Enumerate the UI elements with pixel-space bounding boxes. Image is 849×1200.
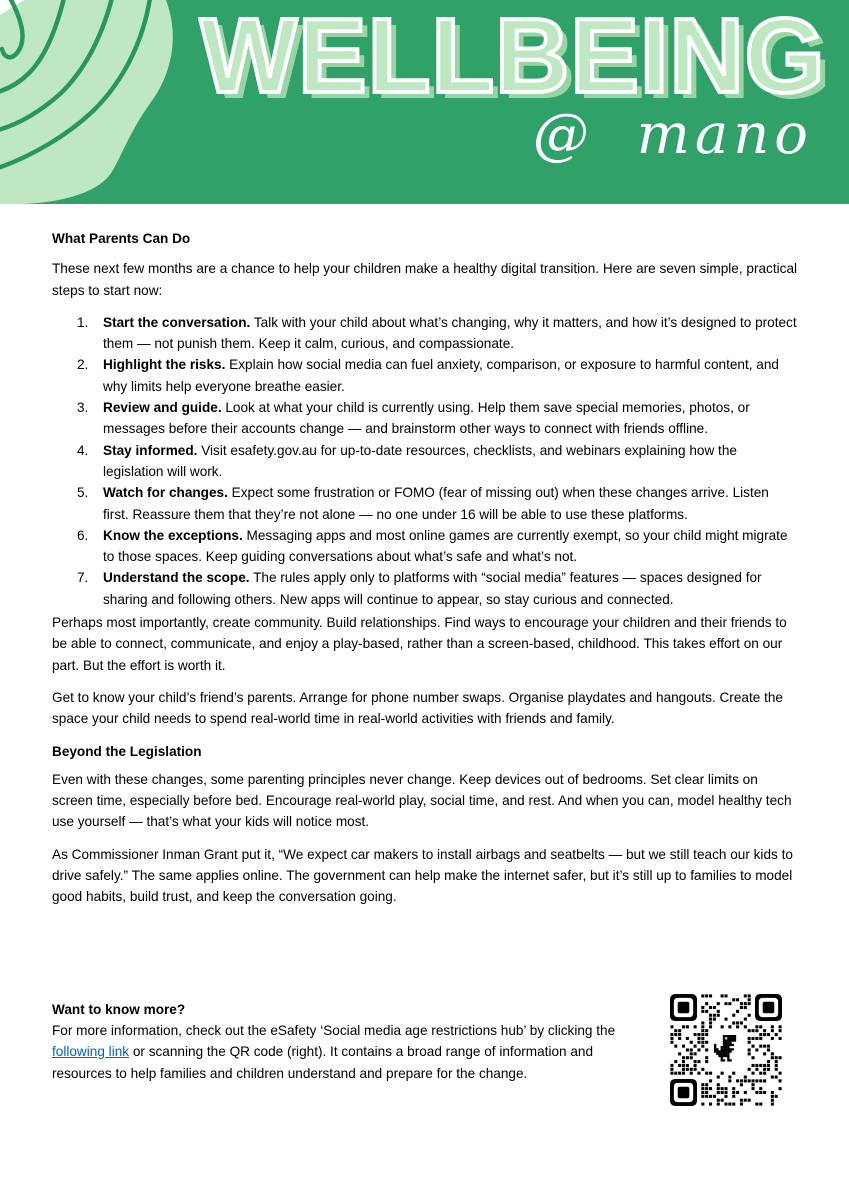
step-lead: Start the conversation.	[103, 314, 251, 330]
wellbeing-wordmark: WELLBEING	[200, 0, 826, 115]
step-lead: Review and guide.	[103, 400, 222, 416]
community-paragraph: Perhaps most importantly, create community. Build relationships. Find ways to encourage your children and their friends to be able to connect, communicate, and enjoy a play-based, rather than a screen-based, childhood. This takes effort on our part. But the effort is worth it.	[52, 615, 787, 673]
list-item-7	[52, 567, 798, 610]
steps-list	[52, 312, 798, 610]
more-info-paragraph	[52, 1020, 652, 1084]
list-item-2	[52, 354, 798, 397]
topographic-blob-graphic	[0, 0, 210, 204]
intro-paragraph: These next few months are a chance to help your children make a healthy digital transition. Here are seven simple, practical steps to start now:	[52, 261, 798, 298]
qr-code	[670, 994, 782, 1106]
more-info-after-link: or scanning the QR code (right). It contains a broad range of information and resources to help families and children understand and prepare for the change.	[52, 1044, 594, 1081]
header-banner	[0, 0, 849, 204]
principles-paragraph: Even with these changes, some parenting principles never change. Keep devices out of bedrooms. Set clear limits on screen time, especially before bed. Encourage real-world play, social time, and rest. And when you can, model healthy tech use yourself — that’s what your kids will notice most.	[52, 771, 792, 830]
list-number: 6.	[77, 527, 89, 543]
more-info-text-block	[52, 999, 652, 1084]
list-number: 4.	[77, 442, 89, 458]
step-text: Messaging apps and most online games are currently exempt, so your child might migrate to those spaces. Keep guiding conversations about what’s safe and what’s not.	[103, 527, 788, 565]
step-lead: Know the exceptions.	[103, 527, 243, 543]
list-number: 2.	[77, 357, 89, 373]
section-heading-what-parents-can-do: What Parents Can Do	[52, 231, 191, 246]
step-text: Expect some frustration or FOMO (fear of missing out) when these changes arrive. Listen first. Reassure them that they’re not alone — no one under 16 will be able to use these platforms.	[103, 485, 769, 522]
list-item-6	[52, 525, 798, 568]
step-lead: Highlight the risks.	[103, 357, 226, 373]
more-info-before-link: For more information, check out the eSafety ‘Social media age restrictions hub’ by clicking the	[52, 1022, 616, 1038]
list-number: 5.	[77, 485, 89, 501]
step-text: Talk with your child about what’s changing, why it matters, and how it’s designed to protect them — not punish them. Keep it calm, curious, and compassionate.	[103, 314, 797, 352]
list-item-5	[52, 482, 798, 525]
header-script-text: @ mano	[532, 102, 813, 167]
step-text: The rules apply only to platforms with “social media” features — spaces designed for sharing and following others. New apps will continue to appear, so stay curious and connected.	[103, 570, 762, 607]
step-text: Look at what your child is currently using. Help them save special memories, photos, or messages before their accounts change — and brainstorm other ways to connect with friends offline.	[103, 400, 750, 437]
step-lead: Watch for changes.	[103, 485, 228, 501]
step-text: Visit esafety.gov.au for up-to-date resources, checklists, and webinars explaining how the legislation will work.	[103, 442, 737, 479]
document-body	[52, 204, 798, 1106]
list-number: 3.	[77, 400, 89, 416]
step-lead: Understand the scope.	[103, 570, 250, 586]
quote-paragraph: As Commissioner Inman Grant put it, “We expect car makers to install airbags and seatbelts — but we still teach our kids to drive safely.” The same applies online. The government can help make the internet safer, but it’s still up to families to model good habits, build trust, and keep the conversation going.	[52, 846, 793, 905]
step-lead: Stay informed.	[103, 442, 198, 458]
section-heading-beyond-the-legislation: Beyond the Legislation	[52, 743, 202, 759]
section-heading-want-to-know-more: Want to know more?	[52, 1001, 186, 1017]
list-item-1	[52, 312, 798, 355]
more-info-section	[52, 999, 798, 1106]
step-text: Explain how social media can fuel anxiety, comparison, or exposure to harmful content, and why limits help everyone breathe easier.	[103, 357, 779, 394]
list-item-3	[52, 397, 798, 440]
list-item-4	[52, 440, 798, 483]
list-number: 7.	[77, 570, 89, 586]
following-link[interactable]: following link	[52, 1044, 130, 1060]
list-number: 1.	[77, 314, 89, 330]
parents-paragraph: Get to know your child’s friend’s parents. Arrange for phone number swaps. Organise playdates and hangouts. Create the space your child needs to spend real-world time in real-world activities with friends and family.	[52, 689, 783, 727]
